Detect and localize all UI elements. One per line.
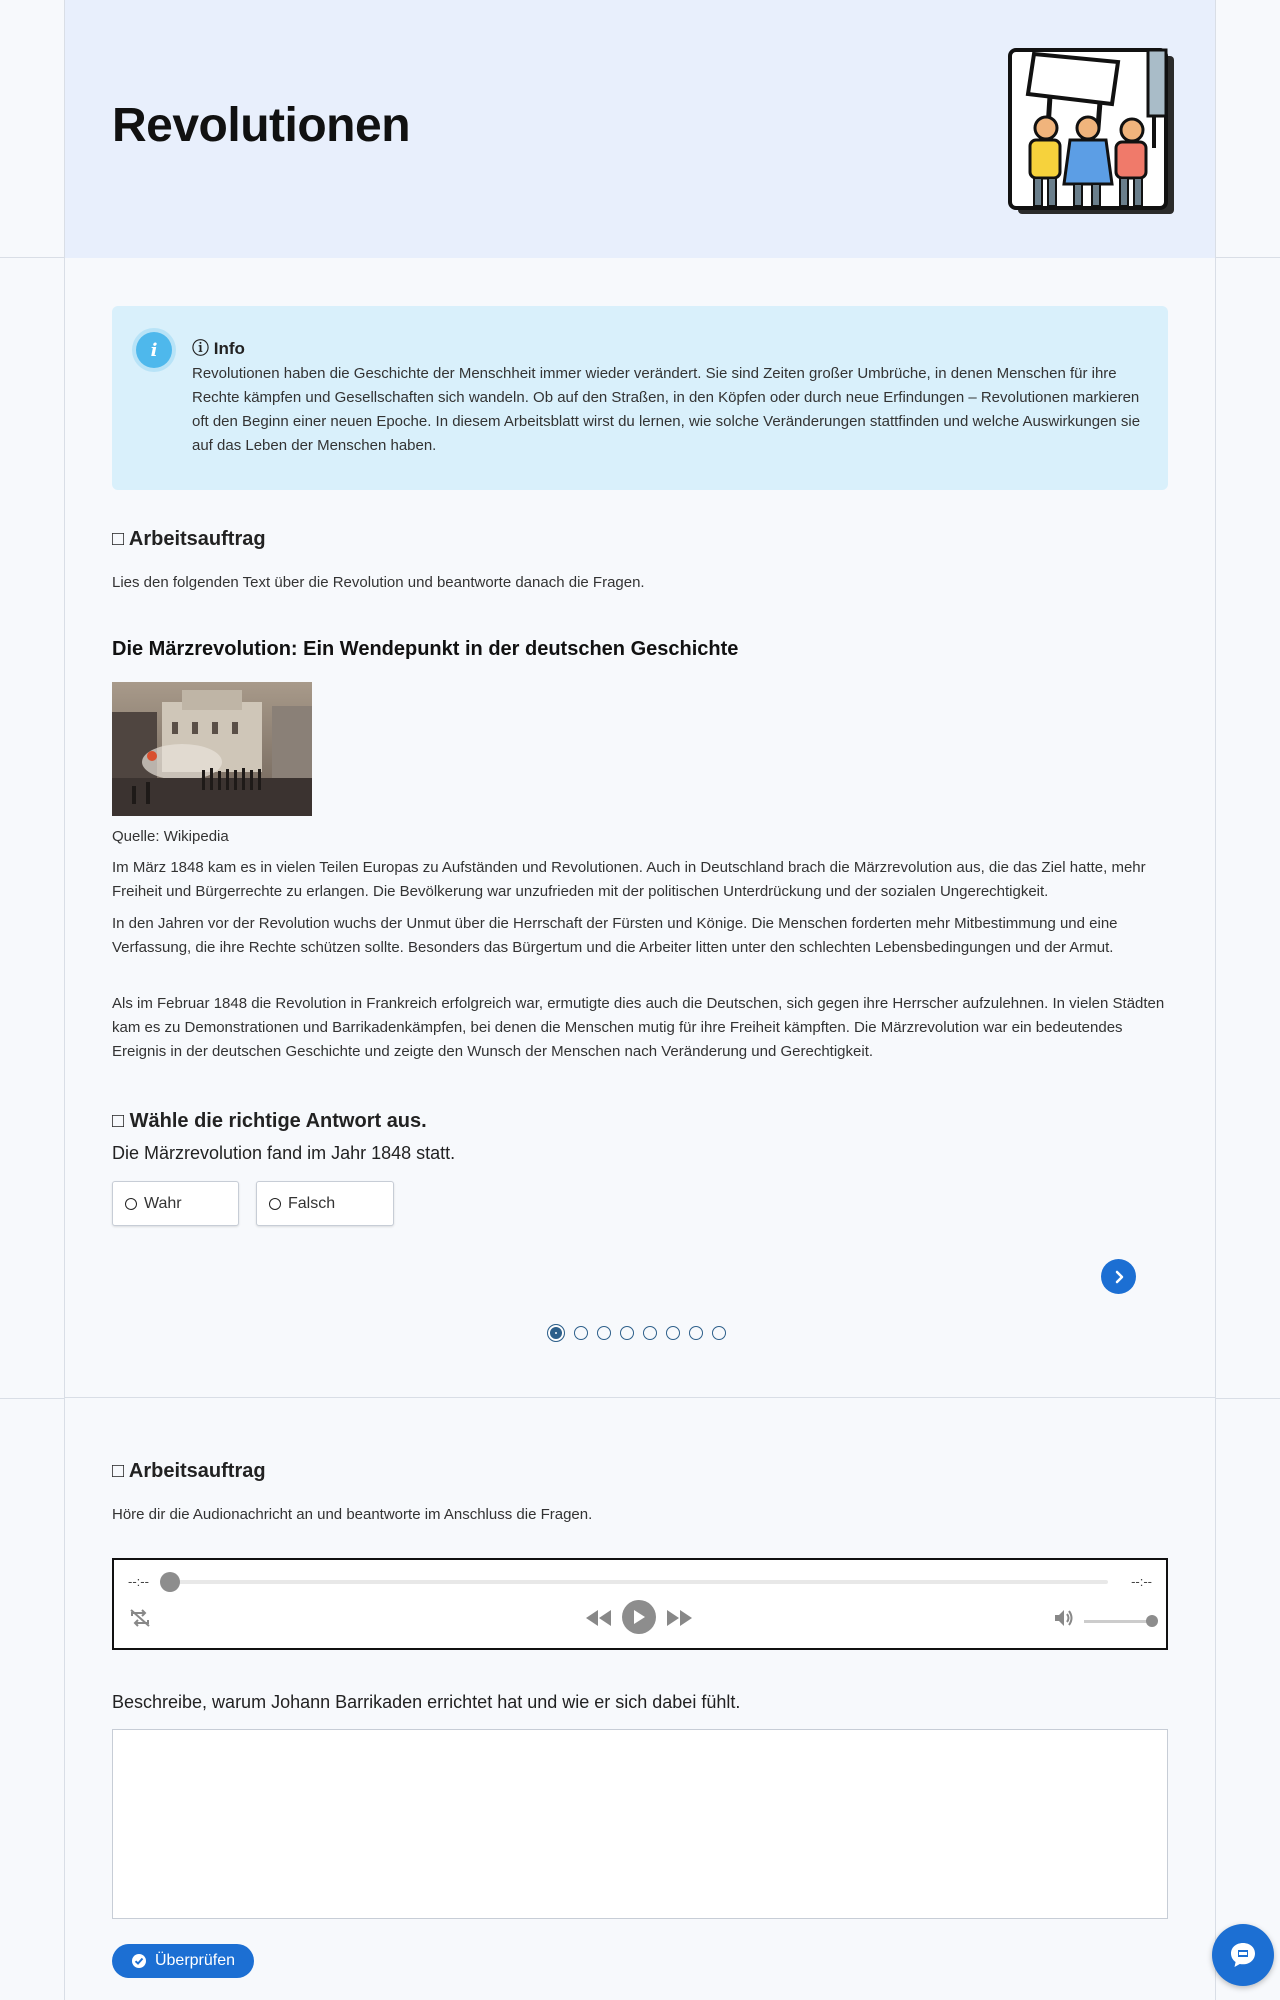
progress-track[interactable] [168, 1580, 1108, 1584]
volume-icon[interactable] [1052, 1606, 1076, 1630]
answer-option-label: Falsch [288, 1194, 336, 1212]
page-dot-1[interactable] [547, 1324, 565, 1342]
chat-bubble-icon [1227, 1939, 1259, 1971]
article-paragraph: Im März 1848 kam es in vielen Teilen Europas zu Aufständen und Revolutionen. Auch in Deutschland brach die Märzrevolution aus, die das Ziel hatte, mehr Freiheit und Bürgerrechte zu erlangen. Die Bevölkerung war unzufrieden mit der politischen Unterdrückung und der sozialen Ungerechtigkeit. [112, 859, 1146, 900]
article-paragraph: In den Jahren vor der Revolution wuchs der Unmut über die Herrschaft der Fürsten und Könige. Die Menschen forderten mehr Mitbestimmung und eine Verfassung, die ihre Rechte schützen sollte. Besonders das Bürgertum und die Arbeiter litten unter den schlechten Lebensbedingungen und der Armut. [112, 915, 1118, 956]
protest-logo-icon [1008, 48, 1176, 216]
task-heading: □ Arbeitsauftrag [112, 528, 266, 550]
page-dot-7[interactable] [689, 1326, 703, 1340]
progress-thumb[interactable] [160, 1572, 180, 1592]
quiz-question: Die Märzrevolution fand im Jahr 1848 statt. [112, 1143, 456, 1163]
answer-option-false[interactable] [256, 1181, 394, 1226]
play-icon [632, 1609, 646, 1625]
volume-track[interactable] [1084, 1620, 1154, 1623]
page-dot-4[interactable] [620, 1326, 634, 1340]
page-title: Revolutionen [112, 99, 411, 152]
page-dot-3[interactable] [597, 1326, 611, 1340]
page-dot-2[interactable] [574, 1326, 588, 1340]
task-instruction: Lies den folgenden Text über die Revolution und beantworte danach die Fragen. [112, 574, 645, 591]
fast-forward-icon[interactable] [666, 1606, 694, 1630]
rewind-icon[interactable] [584, 1606, 612, 1630]
pagination-dots [547, 1324, 726, 1342]
open-question-prompt: Beschreibe, warum Johann Barrikaden errichtet hat und wie er sich dabei fühlt. [112, 1692, 741, 1712]
page-dot-8[interactable] [712, 1326, 726, 1340]
radio-icon [269, 1198, 281, 1210]
check-circle-icon [131, 1953, 147, 1969]
chevron-right-icon [1112, 1270, 1126, 1284]
audio-player [112, 1558, 1168, 1650]
time-total: --:-- [1131, 1574, 1152, 1589]
quiz-heading: □ Wähle die richtige Antwort aus. [112, 1110, 427, 1132]
answer-option-true[interactable] [112, 1181, 239, 1226]
next-question-button[interactable] [1101, 1259, 1136, 1294]
check-button[interactable] [112, 1944, 254, 1978]
chat-button[interactable] [1212, 1924, 1274, 1986]
time-elapsed: --:-- [128, 1574, 149, 1589]
check-button-label: Überprüfen [154, 1952, 236, 1969]
page-dot-5[interactable] [643, 1326, 657, 1340]
task-instruction: Höre dir die Audionachricht an und beantworte im Anschluss die Fragen. [112, 1506, 593, 1523]
info-text: Revolutionen haben die Geschichte der Menschheit immer wieder verändert. Sie sind Zeiten großer Umbrüche, in denen Menschen für ihre Rechte kämpfen und Gesellschaften sich wandeln. Ob auf den Straßen, in den Köpfen oder durch neue Erfindungen – Revolutionen markieren oft den Beginn einer neuen Epoche. In diesem Arbeitsblatt wirst du lernen, wie solche Veränderungen stattfinden und welche Auswirkungen sie auf das Leben der Menschen haben. [192, 365, 1141, 454]
article-title: Die Märzrevolution: Ein Wendepunkt in der deutschen Geschichte [112, 638, 739, 660]
play-button[interactable] [622, 1600, 656, 1634]
repeat-toggle-icon[interactable] [128, 1606, 152, 1630]
task-heading: □ Arbeitsauftrag [112, 1460, 266, 1482]
barricade-painting-image [112, 682, 312, 816]
info-box [112, 306, 1168, 490]
article-paragraph: Als im Februar 1848 die Revolution in Frankreich erfolgreich war, ermutigte dies auch die Deutschen, sich gegen ihre Herrscher aufzulehnen. In vielen Städten kam es zu Demonstrationen und Barrikadenkämpfen, bei denen die Menschen mutig für ihre Freiheit kämpften. Die Märzrevolution war ein bedeutendes Ereignis in der deutschen Geschichte und zeigte den Wunsch der Menschen nach Veränderung und Gerechtigkeit. [112, 995, 1165, 1060]
answer-option-label: Wahr [144, 1194, 182, 1212]
volume-thumb[interactable] [1146, 1615, 1158, 1627]
info-icon: i [136, 332, 172, 368]
image-caption: Quelle: Wikipedia [112, 828, 229, 845]
answer-textarea[interactable] [112, 1729, 1168, 1919]
info-title: ⓘ Info [192, 339, 245, 358]
radio-icon [125, 1198, 137, 1210]
page-dot-6[interactable] [666, 1326, 680, 1340]
